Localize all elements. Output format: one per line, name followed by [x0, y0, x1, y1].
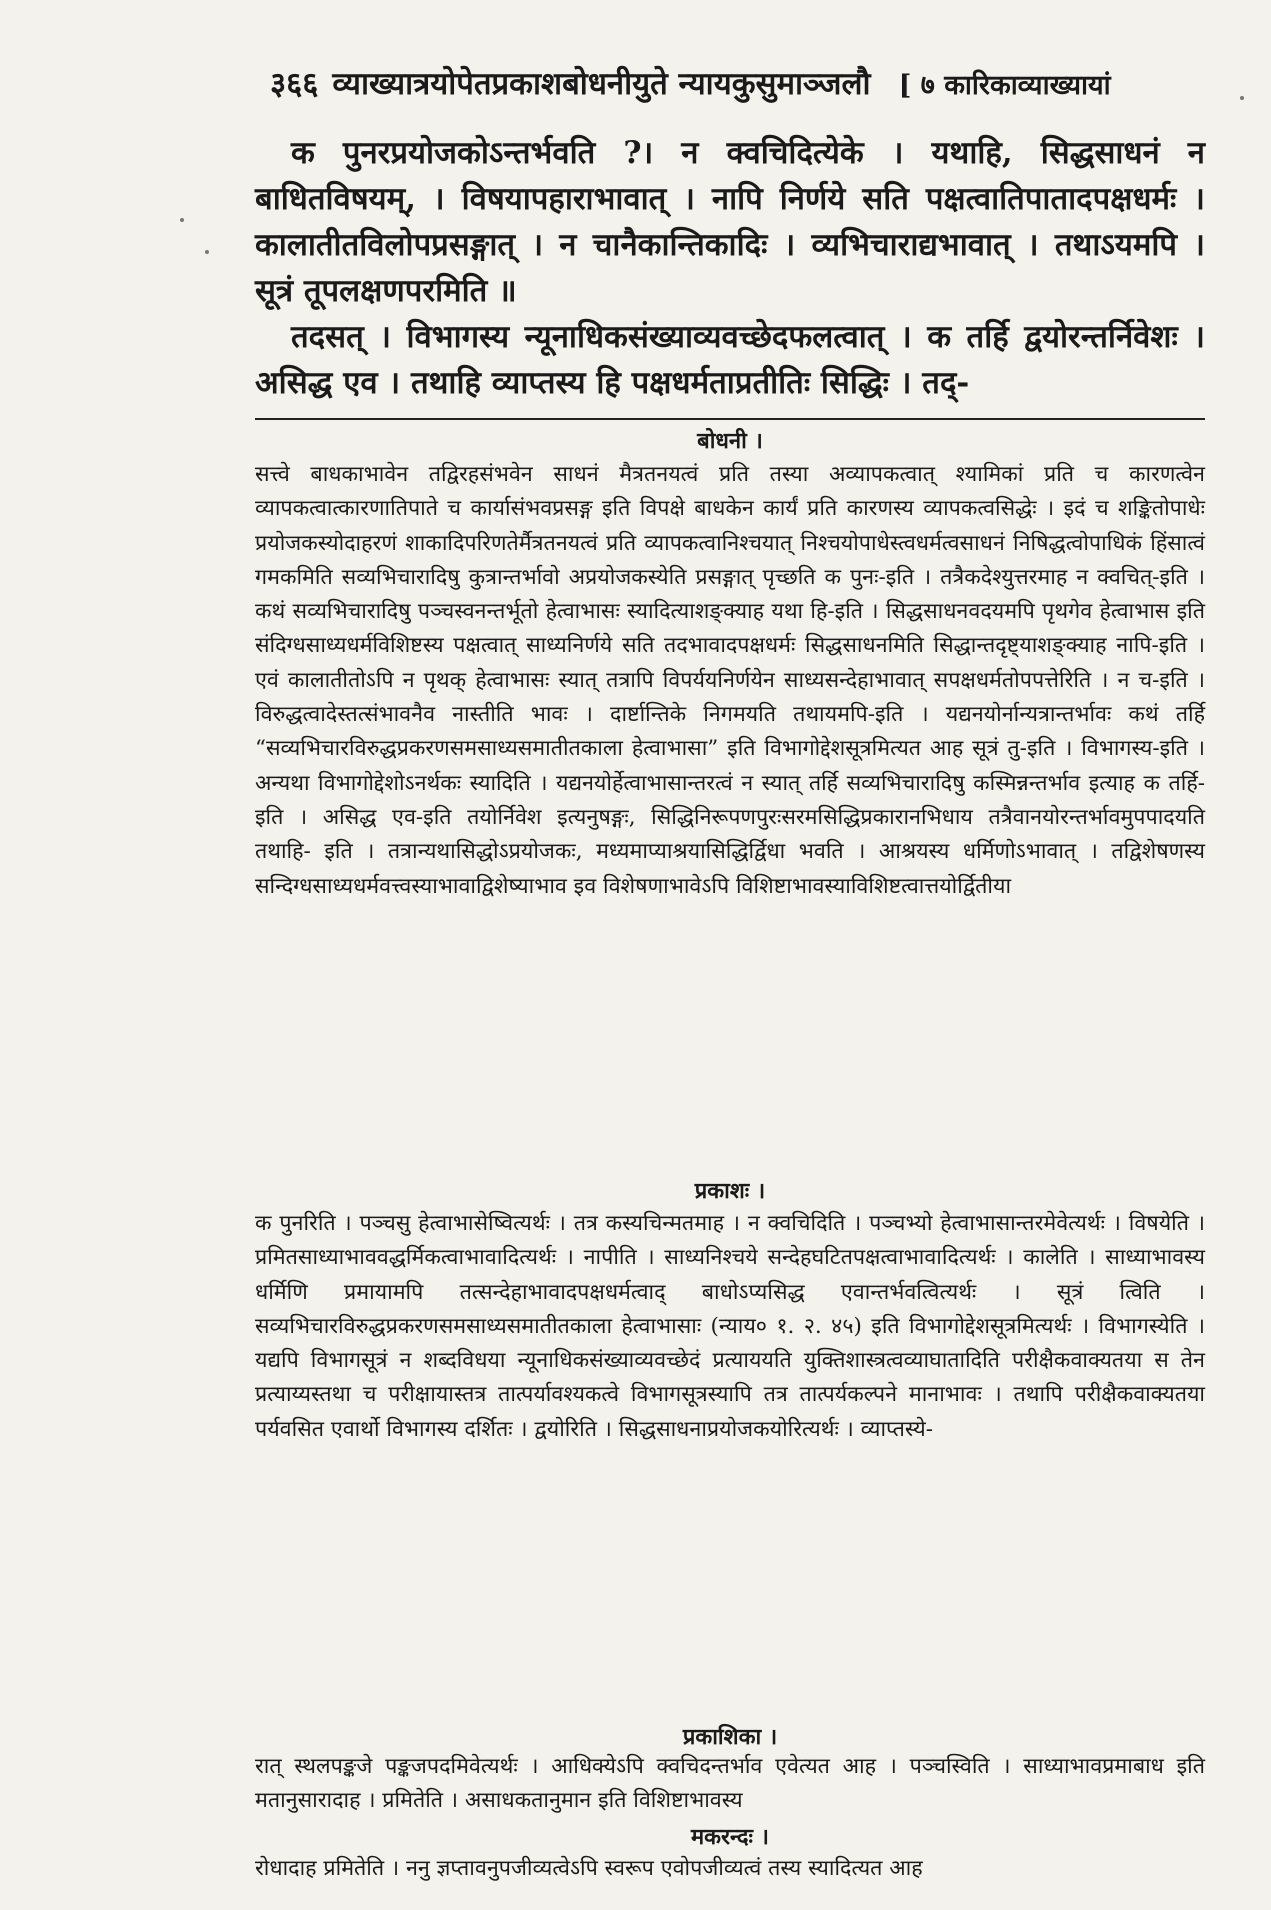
running-title: व्याख्यात्रयोपेतप्रकाशबोधनीयुते न्यायकुसुमाञ्जलौ — [332, 66, 871, 102]
makaranda-text: रोधादाह प्रमितेति । ननु ज्ञप्तावनुपजीव्यत्वेऽपि स्वरूप एवोपजीव्यत्वं तस्य स्यादित्यत आह — [255, 1856, 923, 1881]
makaranda-heading: मकरन्दः । — [691, 1824, 769, 1850]
prakashika-commentary — [255, 1750, 1205, 1819]
prakasha-commentary — [255, 1207, 1205, 1447]
prakashika-text: रात् स्थलपङ्कजे पङ्कजपदमिवेत्यर्थः । आधिक्येऽपि क्वचिदन्तर्भाव एवेत्यत आह । पञ्चस्विति । साध्याभावप्रमाबाध इति मतानुसारादाह । प्रमितेति । असाधकतानुमान इति विशिष्टाभावस्य — [255, 1754, 1205, 1814]
speck — [180, 218, 184, 222]
bodhani-heading: बोधनी । — [697, 428, 763, 454]
bodhani-text: सत्त्वे बाधकाभावेन तद्विरहसंभवेन साधनं मैत्रतनयत्वं प्रति तस्या अव्यापकत्वात् श्यामिकां प्रति च कारणत्वेन व्यापकत्वात्कारणातिपाते च कार्यासंभवप्रसङ्ग इति विपक्षे बाधकेन कार्यं प्रति कारणस्य व्यापकत्वसिद्धेः । इदं च शङ्कितोपाधेः प्रयोजकस्योदाहरणं शाकादिपरिणतेर्मैत्रतनयत्वं प्रति व्यापकत्वानिश्चयात् निश्चयोपाधेस्त्वधर्मत्वसाधनं निषिद्धत्वोपाधिकं हिंसात्वं गमकमिति सव्यभिचारादिषु कुत्रान्तर्भावो अप्रयोजकस्येति प्रसङ्गात् पृच्छति क पुनः-इति । तत्रैकदेश्युत्तरमाह न क्वचित्-इति । कथं सव्यभिचारादिषु पञ्चस्वनन्तर्भूतो हेत्वाभासः स्यादित्याशङ्क्याह यथा हि-इति । सिद्धसाधनवदयमपि पृथगेव हेत्वाभास इति संदिग्धसाध्यधर्मविशिष्टस्य पक्षत्वात् साध्यनिर्णये सति तदभावादपक्षधर्मः सिद्धसाधनमिति सिद्धान्तदृष्ट्याशङ्क्याह नापि-इति । एवं कालातीतोऽपि न पृथक् हेत्वाभासः स्यात् तत्रापि विपर्ययनिर्णयेन साध्यसन्देहाभावात् सपक्षधर्मतोपपत्तेरिति । न च-इति । विरुद्धत्वादेस्तत्संभावनैव नास्तीति भावः । दार्ष्टान्तिके निगमयति तथायमपि-इति । यद्यनयोर्नान्यत्रान्तर्भावः कथं तर्हि “सव्यभिचारविरुद्धप्रकरणसमसाध्यसमातीतकाला हेत्वाभासा” इति विभागोद्देशसूत्रमित्यत आह सूत्रं तु-इति । विभागस्य-इति । अन्यथा विभागोद्देशोऽनर्थकः स्यादिति । यद्यनयोर्हेत्वाभासान्तरत्वं न स्यात् तर्हि सव्यभिचारादिषु कस्मिन्नन्तर्भाव इत्याह क तर्हि-इति । असिद्ध एव-इति तयोर्निवेश इत्यनुषङ्गः, सिद्धिनिरूपणपुरःसरमसिद्धिप्रकारानभिधाय तत्रैवानयोरन्तर्भावमुपपादयति तथाहि- इति । तत्रान्यथासिद्धोऽप्रयोजकः, मध्यमाप्याश्रयासिद्धिर्द्विधा भवति । आश्रयस्य धर्मिणोऽभावात् । तद्विशेषणस्य सन्दिग्धसाध्यधर्मवत्त्वस्याभावाद्विशेष्याभाव इव विशेषणाभावेऽपि विशिष्टाभावस्याविशिष्टत्वात्तयोर्द्वितीया — [255, 462, 1205, 899]
page-header — [270, 58, 1230, 108]
makaranda-commentary — [255, 1852, 1205, 1886]
bodhani-commentary — [255, 458, 1205, 904]
main-paragraph-2: तदसत् । विभागस्य न्यूनाधिकसंख्याव्यवच्छेदफलत्वात् । क तर्हि द्वयोरन्तर्निवेशः । असिद्ध एव । तथाहि व्याप्तस्य हि पक्षधर्मताप्रतीतिः सिद्धिः । तद्- — [255, 319, 1205, 401]
speck — [1240, 96, 1244, 100]
main-text — [255, 130, 1205, 406]
page-number: ३६६ — [270, 66, 319, 102]
prakasha-heading: प्रकाशः । — [694, 1178, 766, 1204]
section-reference: [ ७ कारिकाव्याख्यायां — [898, 69, 1111, 101]
prakasha-text: क पुनरिति । पञ्चसु हेत्वाभासेष्वित्यर्थः । तत्र कस्यचिन्मतमाह । न क्वचिदिति । पञ्चभ्यो हेत्वाभासान्तरमेवेत्यर्थः । विषयेति । प्रमितसाध्याभाववद्धर्मिकत्वाभावादित्यर्थः । नापीति । साध्यनिश्चये सन्देहघटितपक्षत्वाभावादित्यर्थः । कालेति । साध्याभावस्य धर्मिणि प्रमायामपि तत्सन्देहाभावादपक्षधर्मत्वाद् बाधोऽप्यसिद्ध एवान्तर्भवत्वित्यर्थः । सूत्रं त्विति । सव्यभिचारविरुद्धप्रकरणसमसाध्यसमातीतकाला हेत्वाभासाः (न्याय० १. २. ४५) इति विभागोद्देशसूत्रमित्यर्थः । विभागस्येति । यद्यपि विभागसूत्रं न शब्दविधया न्यूनाधिकसंख्याव्यवच्छेदं प्रत्याययति युक्तिशास्त्रत्वव्याघातादिति परीक्षैकवाक्यतया स तेन प्रत्याय्यस्तथा च परीक्षायास्तत्र तात्पर्यावश्यकत्वे विभागसूत्रस्यापि तत्र तात्पर्यकल्पने मानाभावः । तथापि परीक्षैकवाक्यतया पर्यवसित एवार्थो विभागस्य दर्शितः । द्वयोरिति । सिद्धसाधनाप्रयोजकयोरित्यर्थः । व्याप्तस्ये- — [255, 1211, 1205, 1442]
prakashika-heading: प्रकाशिका । — [682, 1724, 778, 1750]
speck — [205, 250, 209, 254]
main-paragraph-1: क पुनरप्रयोजकोऽन्तर्भवति ?। न क्वचिदित्येके । यथाहि, सिद्धसाधनं न बाधितविषयम्, । विषयापहाराभावात् । नापि निर्णये सति पक्षत्वातिपातादपक्षधर्मः । कालातीतविलोपप्रसङ्गात् । न चानैकान्तिकादिः । व्यभिचाराद्यभावात् । तथाऽयमपि । सूत्रं तूपलक्षणपरमिति ॥ — [255, 135, 1205, 309]
divider-rule — [255, 418, 1205, 420]
